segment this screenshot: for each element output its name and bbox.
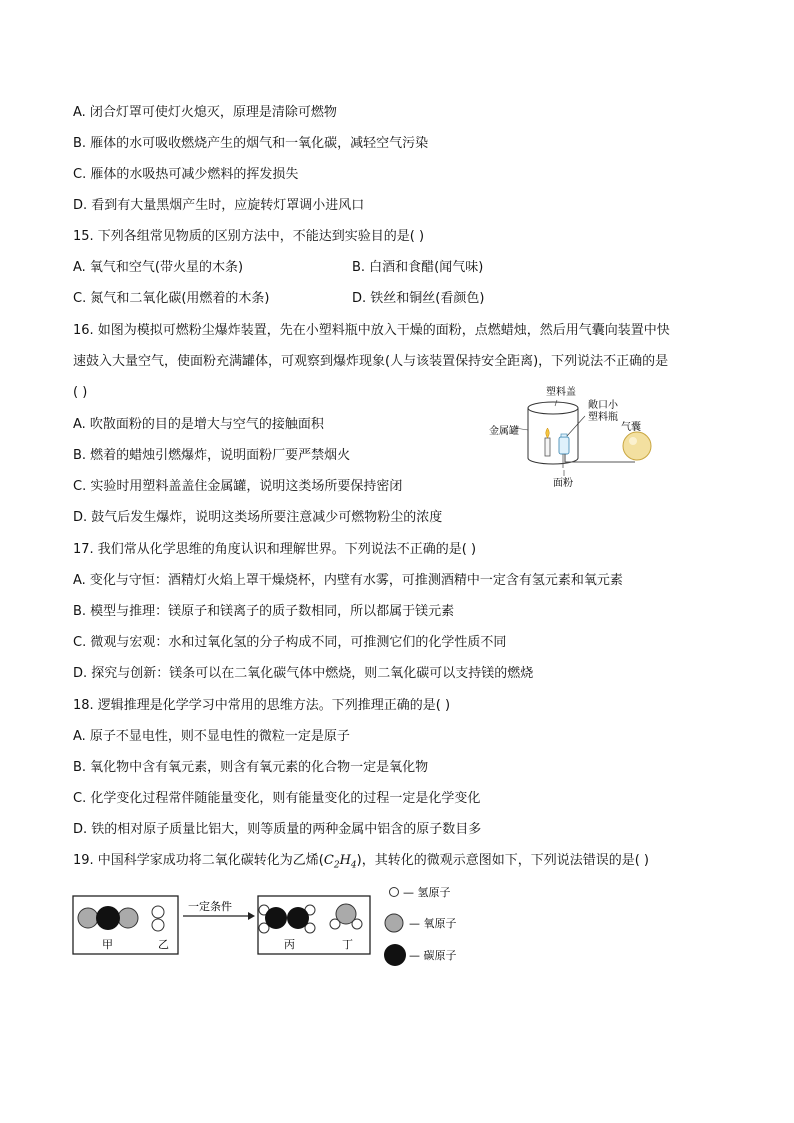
label-ding: 丁 [342,938,353,951]
q14-option-c: C. 雁体的水吸热可减少燃料的挥发损失 [73,167,299,182]
legend-oxygen: — 氧原子 [409,917,457,930]
q17-option-c: C. 微观与宏观：水和过氧化氢的分子构成不同，可推测它们的化学性质不同 [73,635,507,650]
reaction-condition: 一定条件 [188,900,232,913]
question-16-line-1: 16. 如图为模拟可燃粉尘爆炸装置，先在小塑料瓶中放入干燥的面粉，点燃蜡烛，然后用气囊向装置中快 [73,323,670,338]
q18-option-b: B. 氧化物中含有氧元素，则含有氧元素的化合物一定是氧化物 [73,760,429,775]
q16-option-d: D. 鼓气后发生爆炸，说明这类场所要注意减少可燃物粉尘的浓度 [73,510,443,525]
question-16-line-2: 速鼓入大量空气，使面粉充满罐体，可观察到爆炸现象(人与该装置保持安全距离)，下列说法不正确的是 [73,354,669,369]
air-bag [623,432,651,460]
question-19 [73,852,649,875]
ethylene-formula: $C_2H_4$ [323,853,357,871]
question-18: 18. 逻辑推理是化学学习中常用的思维方法。下列推理正确的是( ) [73,698,451,713]
label-lid: 塑料盖 [546,387,576,398]
q16-option-c: C. 实验时用塑料盖盖住金属罐，说明这类场所要保持密闭 [73,479,403,494]
q15-option-c: C. 氮气和二氧化碳(用燃着的木条) [73,291,270,306]
q14-option-d: D. 看到有大量黑烟产生时，应旋转灯罩调小进风口 [73,198,365,213]
small-bottle [559,437,569,454]
legend-hydrogen: — 氢原子 [403,886,451,899]
reaction-diagram [70,880,510,970]
q14-option-b: B. 雁体的水可吸收燃烧产生的烟气和一氧化碳，减轻空气污染 [73,136,429,151]
q15-option-a: A. 氧气和空气(带火星的木条) [73,260,244,275]
label-flour: 面粉 [553,478,573,489]
q15-option-b: B. 白酒和食醋(闻气味) [352,260,484,275]
candle [545,438,550,456]
legend-hydrogen-icon [390,888,399,897]
label-yi: 乙 [158,938,169,951]
q15-option-d: D. 铁丝和铜丝(看颜色) [352,291,485,306]
question-16-line-3: ( ) [73,385,88,400]
label-bottle-2: 塑料瓶 [588,412,618,423]
legend-oxygen-icon [385,914,403,932]
q19-text-pre: 19. 中国科学家成功将二氧化碳转化为乙烯( [73,853,324,868]
q18-option-c: C. 化学变化过程常伴随能量变化，则有能量变化的过程一定是化学变化 [73,791,481,806]
q17-option-d: D. 探究与创新：镁条可以在二氧化碳气体中燃烧，则二氧化碳可以支持镁的燃烧 [73,666,534,681]
can-top [528,402,578,414]
q16-option-b: B. 燃着的蜡烛引燃爆炸，说明面粉厂要严禁烟火 [73,448,351,463]
label-bing: 丙 [284,938,295,951]
q16-option-a: A. 吹散面粉的目的是增大与空气的接触面积 [73,417,324,432]
label-jia: 甲 [102,938,113,951]
question-17: 17. 我们常从化学思维的角度认识和理解世界。下列说法不正确的是( ) [73,542,477,557]
q19-text-post: )，其转化的微观示意图如下，下列说法错误的是( ) [356,853,650,868]
q17-option-a: A. 变化与守恒：酒精灯火焰上罩干燥烧杯，内壁有水雾，可推测酒精中一定含有氢元素和氧元素 [73,573,623,588]
label-bag: 气囊 [621,422,641,433]
q18-option-d: D. 铁的相对原子质量比铝大，则等质量的两种金属中铝含的原子数目多 [73,822,482,837]
question-15: 15. 下列各组常见物质的区别方法中，不能达到实验目的是( ) [73,229,425,244]
candle-flame [546,428,550,438]
legend-carbon: — 碳原子 [409,949,457,962]
label-bottle-1: 敞口小 [588,400,618,411]
q18-option-a: A. 原子不显电性，则不显电性的微粒一定是原子 [73,729,350,744]
q14-option-a: A. 闭合灯罩可使灯火熄灭，原理是清除可燃物 [73,105,337,120]
dust-explosion-apparatus [485,378,665,493]
label-can: 金属罐 [489,426,519,437]
legend-carbon-icon [384,944,406,966]
q17-option-b: B. 模型与推理：镁原子和镁离子的质子数相同，所以都属于镁元素 [73,604,455,619]
